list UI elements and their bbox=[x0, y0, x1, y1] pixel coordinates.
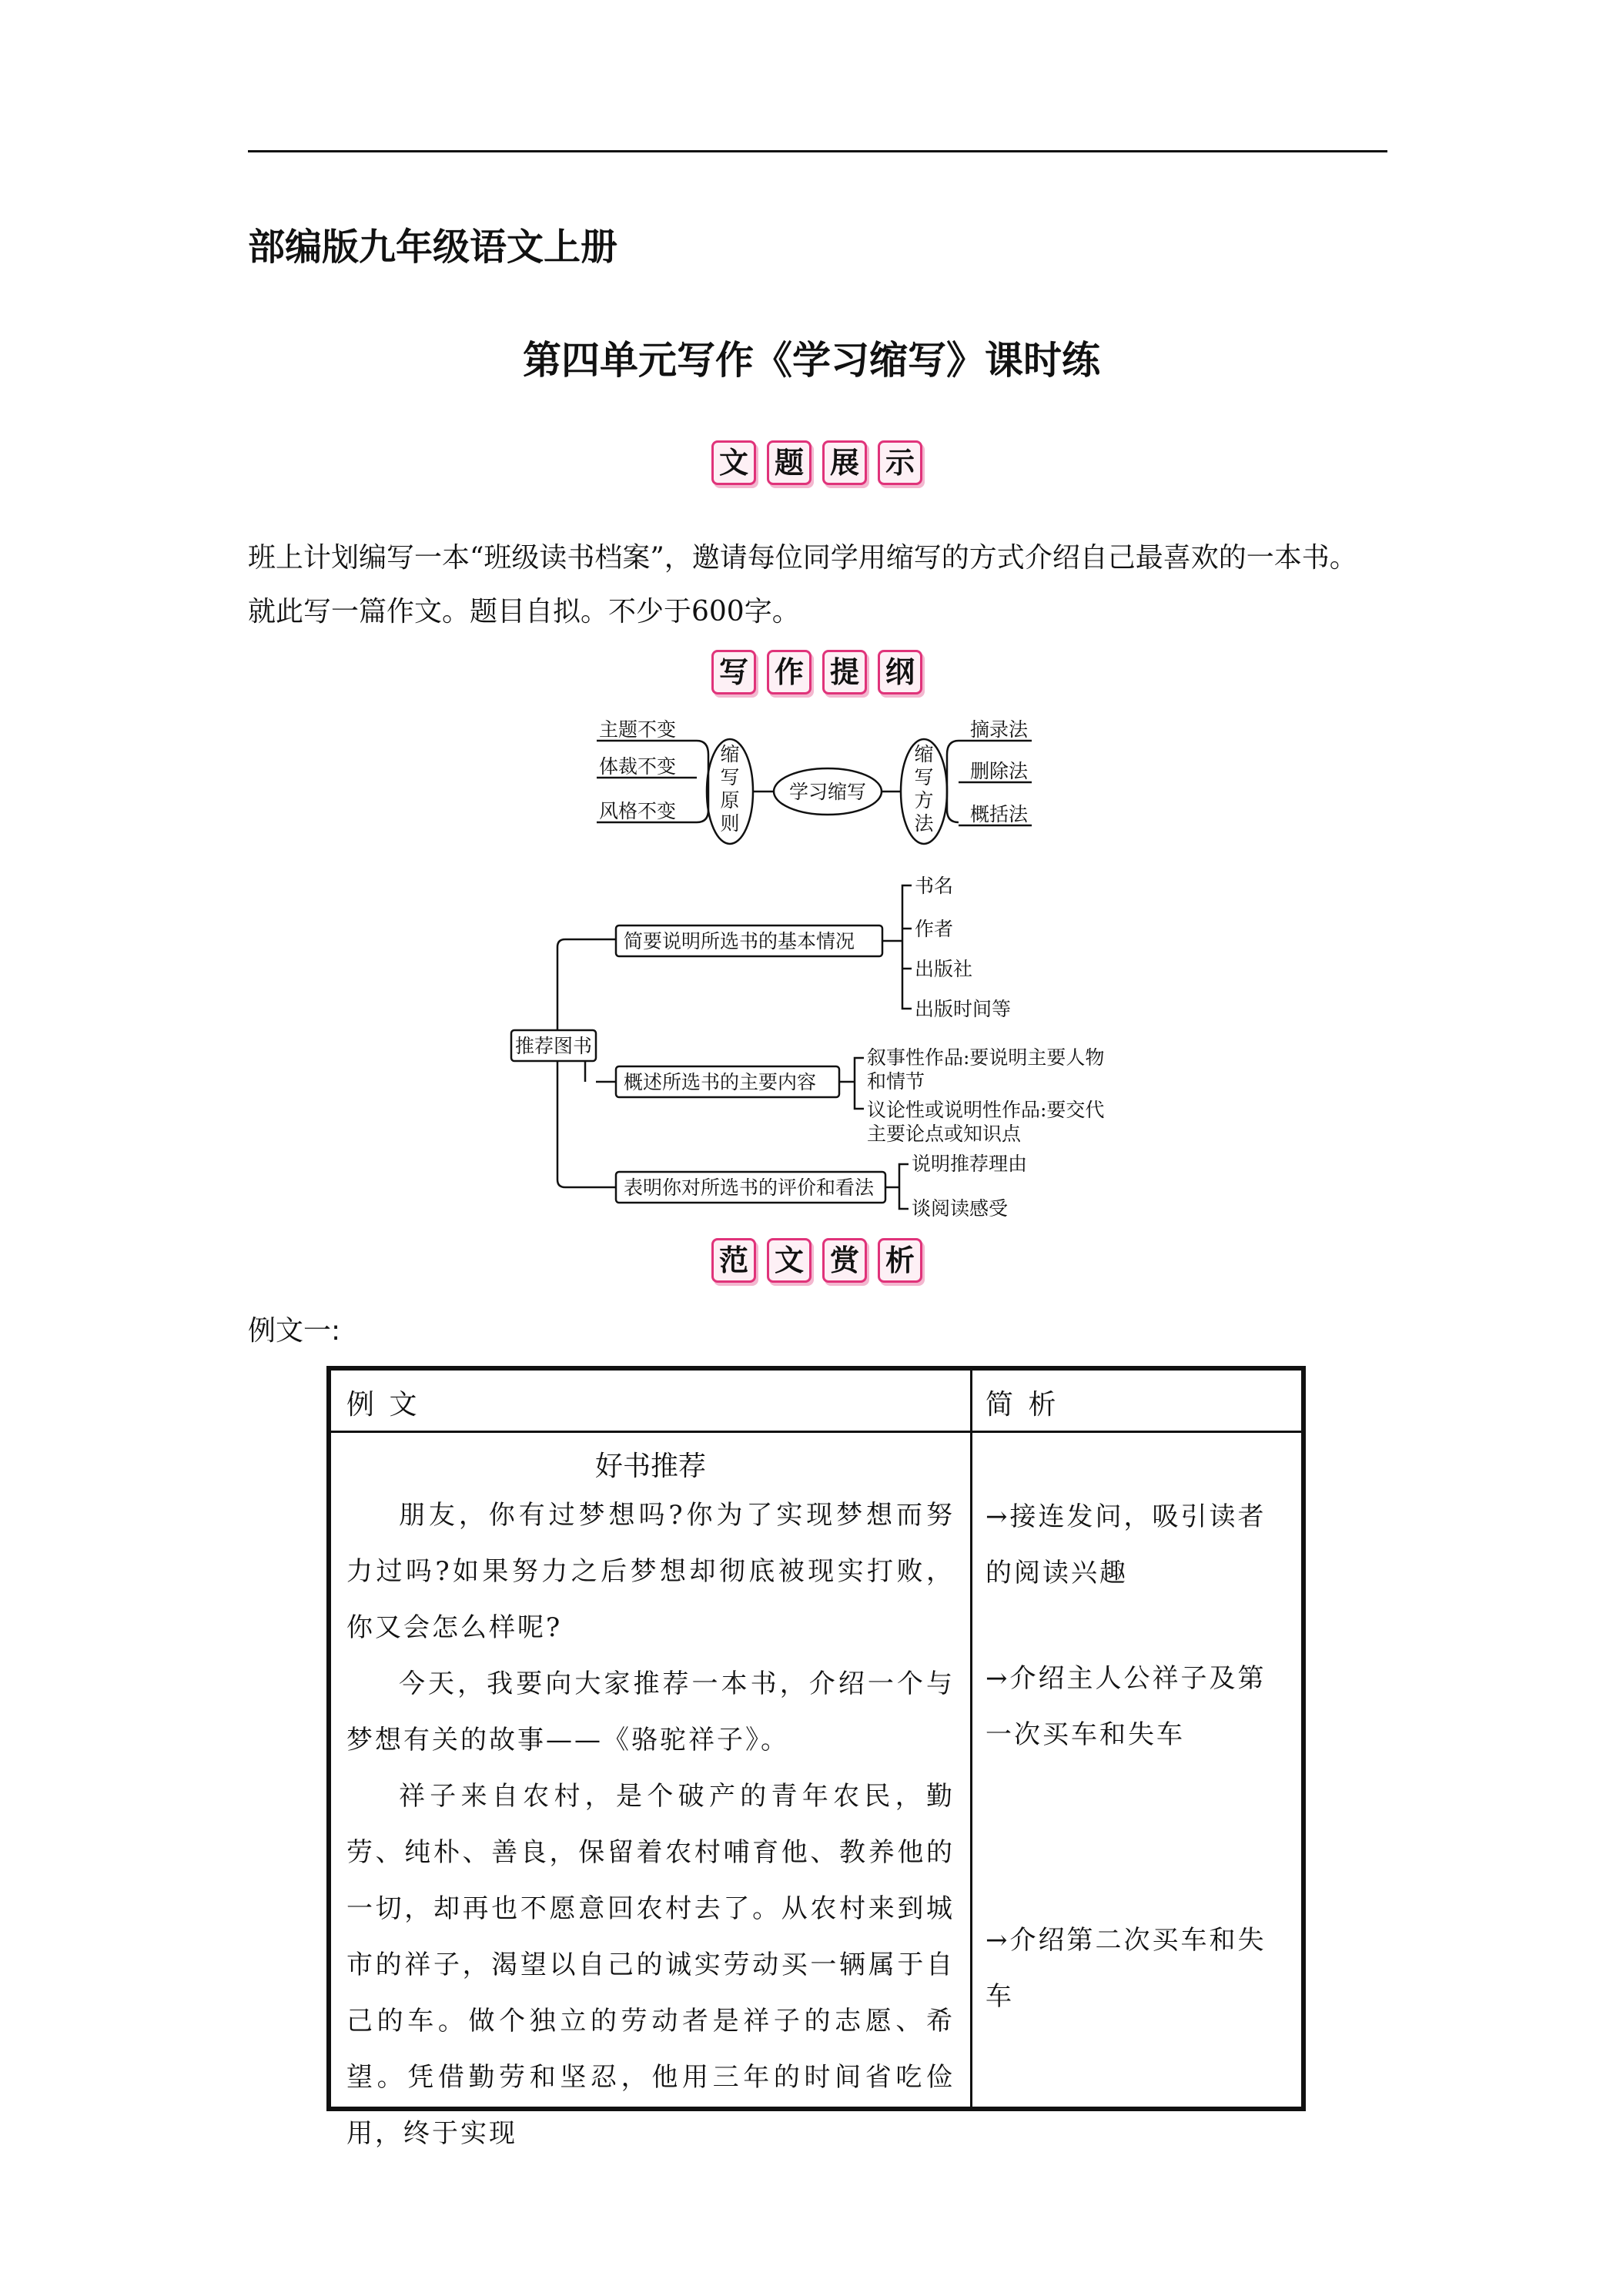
diagram-center: 学习缩写 bbox=[788, 781, 867, 803]
method-item: 概括法 bbox=[970, 803, 1029, 825]
branch-item: 主要论点或知识点 bbox=[867, 1123, 1022, 1145]
principles-label-char: 则 bbox=[720, 812, 740, 835]
badge-char: 赏 bbox=[822, 1238, 867, 1283]
diagram-root: 推荐图书 bbox=[514, 1035, 593, 1057]
principles-label-char: 缩 bbox=[720, 743, 740, 765]
table-divider bbox=[970, 1371, 972, 2107]
col-essay-header: 例 文 bbox=[346, 1389, 420, 1421]
badge-char: 提 bbox=[822, 650, 867, 694]
method-item: 删除法 bbox=[970, 760, 1029, 782]
branch-item: 和情节 bbox=[867, 1070, 925, 1093]
badge-char: 文 bbox=[767, 1238, 812, 1283]
essay-paragraph: 祥子来自农村，是个破产的青年农民，勤劳、纯朴、善良，保留着农村哺育他、教养他的一切，却再也不愿意回农村去了。从农村来到城市的祥子，渴望以自己的诚实劳动买一辆属于自己的车。做个独立的劳动者是祥子的志愿、希望。凭借勤劳和坚忍，他用三年的时间省吃俭用，终于实现 bbox=[346, 1781, 955, 2149]
essay-title: 好书推荐 bbox=[594, 1451, 706, 1482]
essay-paragraph: 朋友，你有过梦想吗?你为了实现梦想而努力过吗?如果努力之后梦想却彻底被现实打败，你又会怎么样呢? bbox=[346, 1500, 955, 1643]
principles-label-char: 写 bbox=[720, 766, 740, 788]
essay-paragraph: 今天，我要向大家推荐一本书，介绍一个与梦想有关的故事——《骆驼祥子》。 bbox=[346, 1668, 955, 1755]
analysis-note: →介绍主人公祥子及第一次买车和失车 bbox=[986, 1663, 1267, 1750]
principle-item: 体裁不变 bbox=[599, 755, 677, 778]
page-title: 第四单元写作《学习缩写》课时练 bbox=[523, 338, 1100, 383]
analysis-note: →介绍第二次买车和失车 bbox=[986, 1925, 1267, 2012]
badge-char: 纲 bbox=[878, 650, 922, 694]
branch-item: 说明推荐理由 bbox=[912, 1153, 1028, 1175]
book-recommend-diagram bbox=[508, 862, 1139, 1224]
writing-prompt bbox=[248, 531, 1387, 639]
outline-badge bbox=[711, 650, 922, 694]
badge-char: 作 bbox=[767, 650, 812, 694]
prompt-line-1: 班上计划编写一本“班级读书档案”，邀请每位同学用缩写的方式介绍自己最喜欢的一本书。 bbox=[248, 542, 1357, 574]
branch-item: 出版社 bbox=[915, 958, 973, 980]
badge-char: 展 bbox=[822, 440, 867, 485]
branch-item: 作者 bbox=[915, 918, 954, 940]
methods-label-char: 写 bbox=[914, 766, 934, 788]
appreciation-badge bbox=[711, 1238, 922, 1283]
branch-label: 概述所选书的主要内容 bbox=[624, 1071, 817, 1093]
table-header-rule bbox=[331, 1431, 1301, 1433]
example-table bbox=[326, 1366, 1306, 2149]
method-item: 摘录法 bbox=[970, 718, 1029, 741]
methods-label-char: 方 bbox=[914, 789, 934, 812]
principles-label-char: 原 bbox=[720, 789, 740, 812]
col-analysis-header: 简 析 bbox=[986, 1389, 1059, 1421]
topic-badge bbox=[711, 440, 922, 485]
badge-char: 文 bbox=[711, 440, 756, 485]
badge-char: 范 bbox=[711, 1238, 756, 1283]
methods-label-char: 法 bbox=[914, 812, 934, 835]
branch-item: 出版时间等 bbox=[915, 998, 1012, 1020]
principle-item: 风格不变 bbox=[599, 800, 677, 822]
essay-body bbox=[346, 1488, 955, 2162]
example-label: 例文一: bbox=[248, 1315, 341, 1347]
branch-label: 简要说明所选书的基本情况 bbox=[624, 930, 855, 952]
badge-char: 题 bbox=[767, 440, 812, 485]
badge-char: 写 bbox=[711, 650, 756, 694]
principle-item: 主题不变 bbox=[599, 718, 677, 741]
shrink-writing-diagram bbox=[585, 708, 1062, 862]
branch-item: 议论性或说明性作品:要交代 bbox=[867, 1099, 1105, 1121]
analysis-note: →接连发问，吸引读者的阅读兴趣 bbox=[986, 1501, 1267, 1588]
header-rule bbox=[248, 150, 1387, 152]
methods-label-char: 缩 bbox=[914, 743, 934, 765]
branch-label: 表明你对所选书的评价和看法 bbox=[624, 1176, 875, 1199]
badge-char: 析 bbox=[878, 1238, 922, 1283]
badge-char: 示 bbox=[878, 440, 922, 485]
subject-title: 部编版九年级语文上册 bbox=[248, 226, 618, 269]
branch-item: 叙事性作品:要说明主要人物 bbox=[867, 1046, 1105, 1069]
prompt-line-2: 就此写一篇作文。题目自拟。不少于600字。 bbox=[248, 596, 800, 628]
branch-item: 谈阅读感受 bbox=[912, 1197, 1009, 1220]
branch-item: 书名 bbox=[915, 875, 954, 897]
